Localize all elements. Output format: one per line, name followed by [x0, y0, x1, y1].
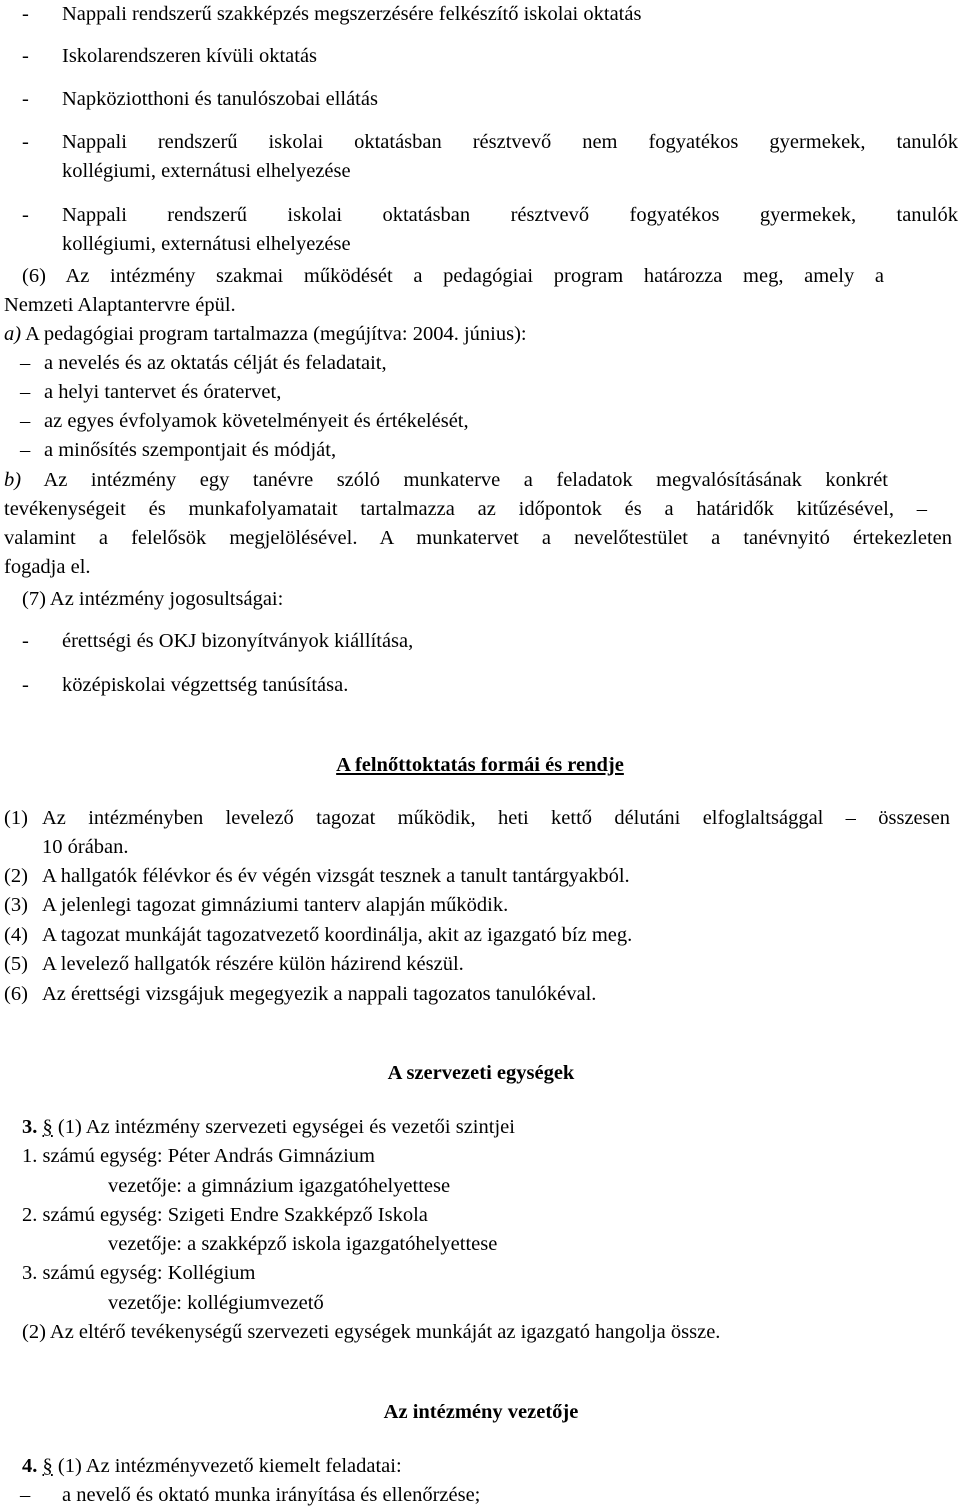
- paragraph-line: (6) Az intézmény szakmai működését a pedagógiai program határozza meg, amely a: [22, 265, 884, 287]
- list-item: Iskolarendszeren kívüli oktatás: [62, 45, 318, 67]
- item-a-text: A pedagógiai program tartalmazza (megújítva: 2004. június):: [21, 323, 527, 345]
- section-number: 4.: [22, 1455, 38, 1477]
- section-number: 3.: [22, 1116, 38, 1138]
- item-marker-a: a): [4, 323, 22, 345]
- item-number: (5): [4, 953, 28, 975]
- item-text: Az érettségi vizsgájuk megegyezik a nappali tagozatos tanulókéval.: [42, 983, 597, 1005]
- list-item: a nevelő és oktató munka irányítása és ellenőrzése;: [62, 1484, 481, 1506]
- list-dash: -: [22, 630, 29, 652]
- item-number: (6): [4, 983, 28, 1005]
- list-dash: -: [22, 204, 29, 226]
- paragraph-line: [4, 466, 888, 495]
- item-number: (2): [4, 865, 28, 887]
- list-dash: -: [22, 3, 29, 25]
- closing-paragraph: (2) Az eltérő tevékenységű szervezeti egységek munkáját az igazgató hangolja össze.: [22, 1321, 721, 1343]
- program-item: a helyi tantervet és óratervet,: [44, 381, 282, 403]
- unit-label: 2. számú egység: Szigeti Endre Szakképző Iskola: [22, 1204, 428, 1226]
- list-dash: -: [22, 45, 29, 67]
- list-dash: -: [22, 674, 29, 696]
- list-item-line: kollégiumi, externátusi elhelyezése: [62, 233, 351, 255]
- section-intro: [22, 1113, 515, 1142]
- unit-leader: vezetője: a gimnázium igazgatóhelyettese: [108, 1175, 451, 1197]
- unit-label: 3. számú egység: Kollégium: [22, 1262, 256, 1284]
- list-item-line: Nappali rendszerű iskolai oktatásban résztvevő nem fogyatékos gyermekek, tanulók: [62, 131, 958, 153]
- list-dash: –: [20, 381, 31, 403]
- program-item: a minősítés szempontjait és módját,: [44, 439, 337, 461]
- list-dash: -: [22, 88, 29, 110]
- section-heading: [0, 751, 960, 780]
- item-text: A levelező hallgatók részére külön házirend készül.: [42, 953, 464, 975]
- paragraph-line: Nemzeti Alaptantervre épül.: [4, 294, 236, 316]
- item-b-text: Az intézmény egy tanévre szóló munkaterve a feladatok megvalósításának konkrét: [21, 469, 888, 491]
- paragraph-line: tevékenységeit és munkafolyamatait tartalmazza az időpontok és a határidők kitűzésével, –: [4, 498, 927, 520]
- item-number: (3): [4, 894, 28, 916]
- list-item: Nappali rendszerű szakképzés megszerzésére felkészítő iskolai oktatás: [62, 3, 642, 25]
- paragraph-symbol: §: [42, 1116, 53, 1138]
- item-text: A hallgatók félévkor és év végén vizsgát tesznek a tanult tantárgyakból.: [42, 865, 630, 887]
- list-item-line: kollégiumi, externátusi elhelyezése: [62, 160, 351, 182]
- unit-leader: vezetője: a szakképző iskola igazgatóhelyettese: [108, 1233, 498, 1255]
- item-text: A tagozat munkáját tagozatvezető koordinálja, akit az igazgató bíz meg.: [42, 924, 633, 946]
- paragraph-line: [4, 320, 527, 349]
- list-dash: –: [20, 410, 31, 432]
- program-item: az egyes évfolyamok követelményeit és értékelését,: [44, 410, 469, 432]
- unit-leader: vezetője: kollégiumvezető: [108, 1292, 324, 1314]
- list-dash: -: [22, 131, 29, 153]
- list-dash: –: [20, 439, 31, 461]
- item-text: A jelenlegi tagozat gimnáziumi tanterv alapján működik.: [42, 894, 509, 916]
- list-dash: –: [20, 1484, 31, 1506]
- program-item: a nevelés és az oktatás célját és feladatait,: [44, 352, 387, 374]
- paragraph-line: valamint a felelősök megjelölésével. A munkatervet a nevelőtestület a tanévnyitó értekezleten: [4, 527, 952, 549]
- paragraph-line: fogadja el.: [4, 556, 91, 578]
- item-text: Az intézményben levelező tagozat működik, heti kettő délutáni elfoglaltsággal – összesen: [42, 807, 950, 829]
- section-heading-text: A felnőttoktatás formái és rendje: [336, 754, 624, 776]
- list-item: Napköziotthoni és tanulószobai ellátás: [62, 88, 378, 110]
- section-intro-text: (1) Az intézmény szervezeti egységei és vezetői szintjei: [57, 1116, 515, 1138]
- section-intro-text: (1) Az intézményvezető kiemelt feladatai:: [57, 1455, 402, 1477]
- paragraph-title: (7) Az intézmény jogosultságai:: [22, 588, 284, 610]
- item-text: 10 órában.: [42, 836, 129, 858]
- unit-label: 1. számú egység: Péter András Gimnázium: [22, 1145, 375, 1167]
- item-number: (1): [4, 807, 28, 829]
- section-intro: [22, 1452, 402, 1481]
- item-number: (4): [4, 924, 28, 946]
- list-item-line: Nappali rendszerű iskolai oktatásban résztvevő fogyatékos gyermekek, tanulók: [62, 204, 958, 226]
- list-dash: –: [20, 352, 31, 374]
- section-heading: A szervezeti egységek: [387, 1062, 575, 1084]
- list-item: érettségi és OKJ bizonyítványok kiállítása,: [62, 630, 414, 652]
- paragraph-symbol: §: [42, 1455, 53, 1477]
- item-marker-b: b): [4, 469, 22, 491]
- section-heading: Az intézmény vezetője: [383, 1401, 579, 1423]
- list-item: középiskolai végzettség tanúsítása.: [62, 674, 349, 696]
